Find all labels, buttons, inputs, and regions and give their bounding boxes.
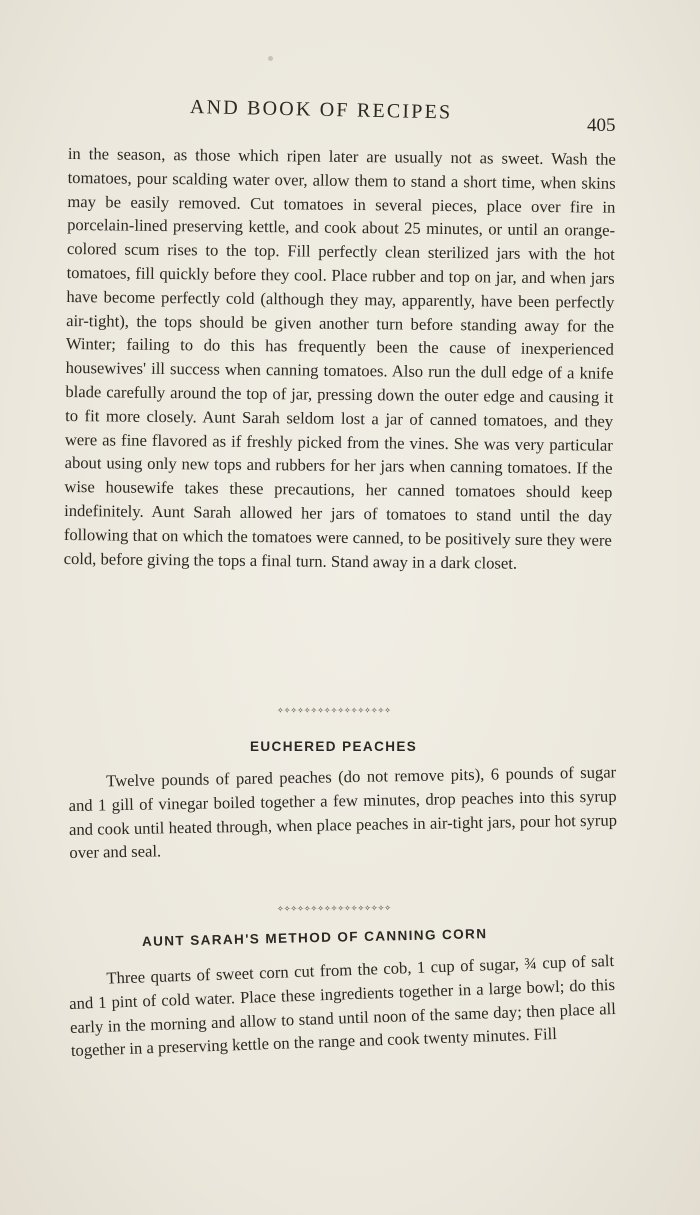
recipe-text: Twelve pounds of pared peaches (do not remove pits), 6 pounds of sugar and 1 gill of vinegar boiled together a few minutes, drop peaches into this syrup and cook until heated through, when place peaches in air-tight jars, pour hot syrup over and seal. (68, 762, 618, 863)
continuation-paragraph (64, 142, 616, 576)
running-head: AND BOOK OF RECIPES (189, 96, 453, 124)
recipe-paragraph-canning-corn (68, 949, 617, 1063)
recipe-text: Three quarts of sweet corn cut from the cob, 1 cup of sugar, ¾ cup of salt and 1 pint of cold water. Place these ingredients together in a large bowl; do this early in the morning and allow to stand until noon of the same day; then place all together in a preserving kettle on the range and cook twenty minutes. Fill (68, 950, 617, 1061)
paper-speck (268, 56, 273, 61)
recipe-title-euchered-peaches: EUCHERED PEACHES (250, 739, 418, 754)
page-number: 405 (587, 115, 616, 136)
ornament-divider: ✧✧✧✧✧✧✧✧✧✧✧✧✧✧✧✧✧ (276, 903, 391, 914)
recipe-paragraph-euchered-peaches (68, 760, 618, 865)
continuation-text: in the season, as those which ripen later are usually not as sweet. Wash the tomatoes, pour scalding water over, allow them to stand a short time, when skins may be easily removed. Cut tomatoes in several pieces, place over fire in porcelain-lined preserving kettle, and cook about 25 minutes, or until an orange-colored scum rises to the top. Fill perfectly clean sterilized jars with the hot tomatoes, fill quickly before they cool. Place rubber and top on jar, and when jars have become perfectly cold (although they may, apparently, have been perfectly air-tight), the tops should be given another turn before standing away for the Winter; failing to do this has frequently been the cause of inexperienced housewives' ill success when canning tomatoes. Also run the dull edge of a knife blade carefully around the top of jar, pressing down the outer edge and causing it to fit more closely. Aunt Sarah seldom lost a jar of canned tomatoes, and they were as fine flavored as if freshly picked from the vines. She was very particular about using only new tops and rubbers for her jars when canning tomatoes. If the wise housewife takes these precautions, her canned tomatoes should keep indefinitely. Aunt Sarah allowed her jars of tomatoes to stand until the day following that on which the tomatoes were canned, to be positively sure they were cold, before giving the tops a final turn. Stand away in a dark closet. (63, 143, 616, 573)
recipe-title-canning-corn: AUNT SARAH'S METHOD OF CANNING CORN (141, 926, 488, 949)
ornament-divider: ✧✧✧✧✧✧✧✧✧✧✧✧✧✧✧✧✧ (277, 706, 391, 715)
